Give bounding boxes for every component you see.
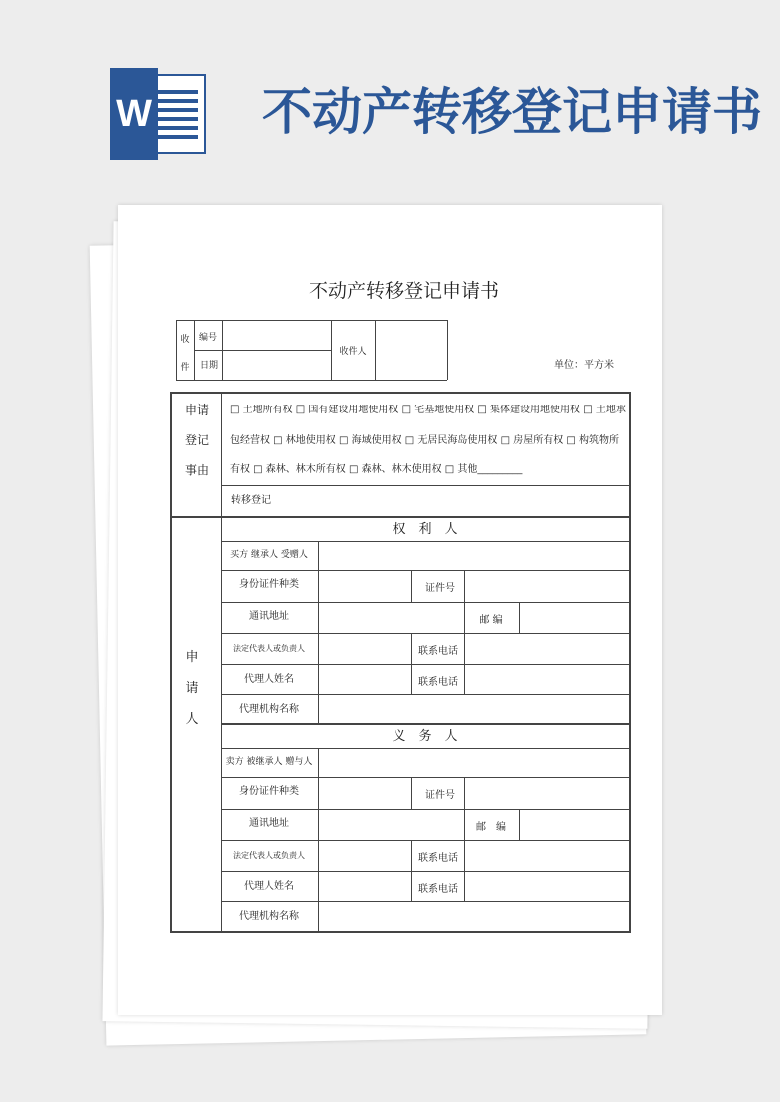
- table-rule: [176, 320, 447, 321]
- table-rule: [221, 723, 630, 725]
- table-rule: [447, 320, 448, 380]
- obligor-postcode-field[interactable]: [520, 809, 630, 840]
- table-rule: [222, 320, 223, 380]
- reason-options-line[interactable]: 有权 □ 森林、林木所有权 □ 森林、林木使用权 □ 其他_________: [230, 464, 523, 475]
- reason-label: 登记: [184, 433, 210, 447]
- obligor-title: 义 务 人: [392, 729, 458, 744]
- obligor-agency-label: 代理机构名称: [239, 911, 299, 922]
- holder-legal-rep-field[interactable]: [319, 633, 411, 664]
- obligor-agent-label: 代理人姓名: [244, 881, 294, 892]
- table-rule: [221, 901, 630, 902]
- table-rule: [464, 840, 465, 901]
- table-rule: [318, 541, 319, 724]
- holder-id-number-label: 证件号: [425, 583, 455, 594]
- applicant-label: 申: [185, 650, 199, 665]
- applicant-label: 请: [185, 681, 199, 696]
- obligor-agency-field[interactable]: [319, 901, 630, 930]
- obligor-address-field[interactable]: [319, 809, 464, 840]
- table-rule: [221, 871, 630, 872]
- obligor-postcode-label: 邮 编: [476, 822, 506, 833]
- table-rule: [519, 602, 520, 633]
- table-rule: [221, 570, 630, 571]
- receipt-number-field[interactable]: [223, 321, 330, 349]
- obligor-agent-phone-label: 联系电话: [418, 884, 458, 895]
- table-rule: [464, 633, 465, 694]
- table-rule: [221, 541, 630, 542]
- table-rule: [221, 485, 630, 486]
- table-rule: [464, 777, 465, 809]
- obligor-id-type-field[interactable]: [319, 777, 411, 808]
- table-rule: [221, 633, 630, 634]
- reason-value: 转移登记: [231, 495, 271, 506]
- holder-title: 权 利 人: [392, 522, 458, 537]
- table-rule: [221, 748, 630, 749]
- table-rule: [318, 748, 319, 931]
- table-rule: [221, 840, 630, 841]
- table-rule: [375, 320, 376, 380]
- banner-title: 不动产转移登记申请书: [262, 82, 762, 141]
- obligor-phone-label: 联系电话: [418, 853, 458, 864]
- table-rule: [221, 664, 630, 665]
- table-rule: [331, 320, 332, 380]
- obligor-agent-field[interactable]: [319, 871, 411, 901]
- table-rule: [221, 777, 630, 778]
- receipt-label: 收: [180, 335, 190, 345]
- holder-agency-label: 代理机构名称: [239, 704, 299, 715]
- table-rule: [170, 392, 172, 932]
- reason-label: 事由: [184, 463, 210, 477]
- table-rule: [411, 570, 412, 602]
- holder-agent-phone-field[interactable]: [465, 664, 630, 694]
- holder-id-type-field[interactable]: [319, 570, 411, 601]
- obligor-legal-rep-field[interactable]: [319, 840, 411, 871]
- table-rule: [176, 380, 447, 381]
- table-rule: [464, 570, 465, 602]
- table-rule: [464, 809, 465, 840]
- obligor-phone-field[interactable]: [465, 840, 630, 871]
- holder-postcode-field[interactable]: [520, 602, 630, 633]
- table-rule: [221, 392, 222, 932]
- table-rule: [170, 516, 630, 518]
- word-icon: W: [110, 68, 207, 160]
- receipt-label: 件: [180, 363, 190, 373]
- holder-id-type-label: 身份证件种类: [239, 579, 299, 590]
- table-rule: [411, 777, 412, 809]
- table-rule: [221, 809, 630, 810]
- holder-address-field[interactable]: [319, 602, 464, 633]
- holder-agent-field[interactable]: [319, 664, 411, 694]
- holder-phone-field[interactable]: [465, 633, 630, 664]
- reason-label: 申请: [184, 403, 210, 417]
- table-rule: [170, 392, 631, 394]
- holder-type-field[interactable]: [319, 541, 630, 570]
- document-title: 不动产转移登记申请书: [308, 280, 500, 302]
- obligor-id-type-label: 身份证件种类: [239, 786, 299, 797]
- unit-label: 单位：平方米: [554, 360, 614, 371]
- table-rule: [464, 602, 465, 633]
- reason-options[interactable]: [230, 405, 629, 485]
- holder-legal-rep-label: 法定代表人或负责人: [233, 644, 305, 653]
- table-rule: [194, 350, 331, 351]
- holder-type-label: 买方 继承人 受赠人: [230, 550, 308, 560]
- receiver-label: 收件人: [339, 347, 367, 357]
- table-rule: [411, 840, 412, 901]
- table-rule: [629, 392, 631, 932]
- table-rule: [221, 694, 630, 695]
- obligor-id-number-field[interactable]: [465, 777, 630, 808]
- table-rule: [519, 809, 520, 840]
- holder-agent-label: 代理人姓名: [244, 674, 294, 685]
- table-rule: [170, 931, 631, 933]
- receipt-date-field[interactable]: [223, 351, 330, 379]
- obligor-type-field[interactable]: [319, 748, 630, 777]
- reason-options-line[interactable]: 包经营权 □ 林地使用权 □ 海域使用权 □ 无居民海岛使用权 □ 房屋所有权 □ 构筑物所: [230, 435, 620, 446]
- receiver-field[interactable]: [376, 321, 446, 379]
- table-rule: [411, 633, 412, 694]
- holder-agent-phone-label: 联系电话: [418, 677, 458, 688]
- holder-address-label: 通讯地址: [249, 611, 289, 622]
- applicant-label: 人: [185, 712, 199, 727]
- table-rule: [176, 320, 177, 380]
- holder-id-number-field[interactable]: [465, 570, 630, 601]
- holder-agency-field[interactable]: [319, 694, 630, 723]
- table-rule: [194, 320, 195, 380]
- reason-options-line[interactable]: □ 土地所有权 □ 国有建设用地使用权 □ 宅基地使用权 □ 集体建设用地使用权 □ 土地承: [230, 405, 626, 415]
- receipt-number-label: 编号: [198, 333, 218, 343]
- holder-phone-label: 联系电话: [418, 646, 458, 657]
- obligor-type-label: 卖方 被继承人 赠与人: [225, 757, 313, 767]
- obligor-agent-phone-field[interactable]: [465, 871, 630, 901]
- holder-postcode-label: 邮 编: [479, 615, 503, 626]
- table-rule: [221, 602, 630, 603]
- obligor-legal-rep-label: 法定代表人或负责人: [233, 851, 305, 860]
- obligor-address-label: 通讯地址: [249, 818, 289, 829]
- receipt-date-label: 日期: [199, 361, 219, 371]
- obligor-id-number-label: 证件号: [425, 790, 455, 801]
